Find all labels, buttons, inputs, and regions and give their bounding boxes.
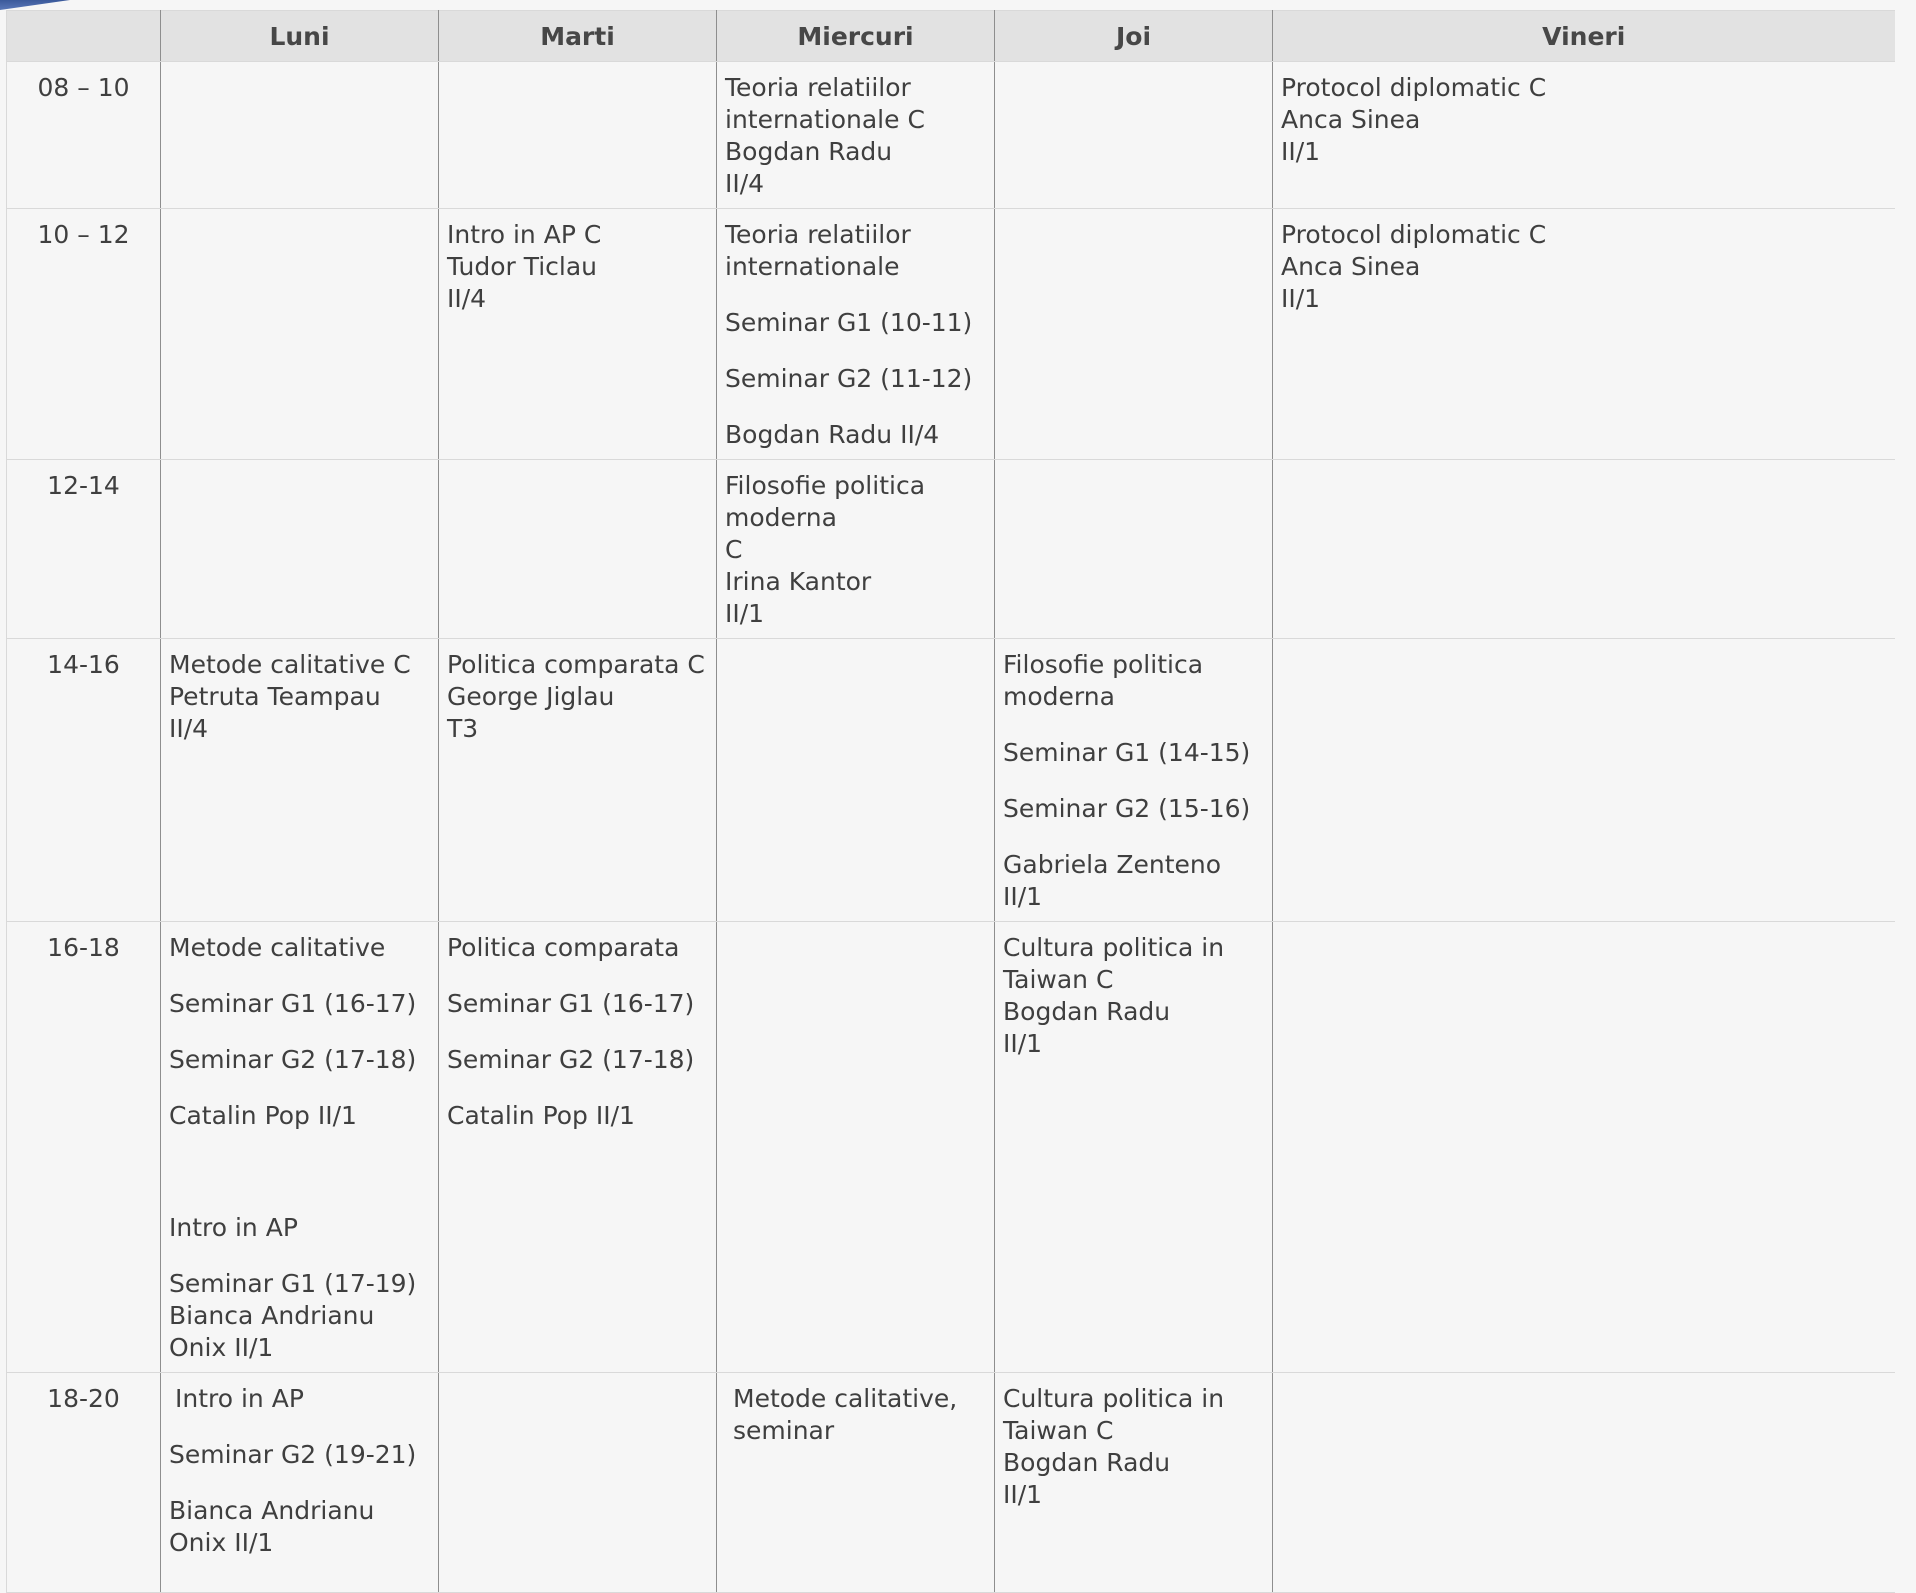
day-header-luni: Luni [161,11,439,62]
table-row [7,209,1895,460]
cell-marti [439,460,717,639]
cell-line: Seminar G1 (16-17) [447,989,695,1018]
cell-line: Politica comparata [447,933,680,962]
cell-vineri [1273,209,1895,460]
cell-line: II/1 [1003,1029,1043,1058]
corner-header [7,11,161,62]
cell-line: internationale [725,252,900,281]
time-slot: 18-20 [7,1373,161,1593]
cell-line: Bogdan Radu II/4 [725,420,940,449]
cell-marti [439,1373,717,1593]
cell-line: Anca Sinea [1281,105,1421,134]
line-gap [169,1471,430,1495]
day-header-marti: Marti [439,11,717,62]
cell-line: Gabriela Zenteno II/1 [1003,850,1230,911]
top-accent-decoration [0,0,70,10]
cell-vineri [1273,62,1895,209]
cell-line: internationale C [725,105,925,134]
header-row [7,11,1895,62]
cell-line: Intro in AP [175,1384,304,1413]
cell-luni [161,639,439,922]
cell-joi [995,639,1273,922]
cell-line: Anca Sinea [1281,252,1421,281]
cell-line: II/4 [725,169,765,198]
table-row [7,460,1895,639]
cell-marti [439,62,717,209]
cell-line: Protocol diplomatic C [1281,220,1547,249]
cell-vineri [1273,922,1895,1373]
cell-luni [161,62,439,209]
time-slot: 14-16 [7,639,161,922]
cell-miercuri [717,639,995,922]
cell-line: Petruta Teampau [169,682,381,711]
cell-joi [995,209,1273,460]
cell-line: Catalin Pop II/1 [169,1101,357,1130]
day-header-vineri: Vineri [1273,11,1895,62]
cell-miercuri [717,460,995,639]
line-gap [725,283,986,307]
cell-line: II/1 [1003,1480,1043,1509]
cell-line: II/4 [447,284,487,313]
cell-luni [161,922,439,1373]
table-row [7,1373,1895,1593]
cell-line: Seminar G2 (17-18) [447,1045,695,1074]
cell-line: T3 [447,714,479,743]
cell-line: II/1 [1281,137,1321,166]
line-gap [447,1020,708,1044]
table-row [7,62,1895,209]
cell-line: C [725,535,743,564]
time-slot: 10 – 12 [7,209,161,460]
cell-vineri [1273,639,1895,922]
cell-line: Teoria relatiilor [725,73,911,102]
cell-vineri [1273,460,1895,639]
cell-line: Metode calitative C [169,650,411,679]
cell-line: Filosofie politica moderna [1003,650,1211,711]
cell-line: Metode calitative [169,933,386,962]
time-slot: 16-18 [7,922,161,1373]
day-header-miercuri: Miercuri [717,11,995,62]
cell-joi [995,62,1273,209]
time-slot: 08 – 10 [7,62,161,209]
cell-joi [995,1373,1273,1593]
cell-line: II/1 [1281,284,1321,313]
cell-line: Bogdan Radu [725,137,893,166]
cell-line: Politica comparata C [447,650,705,679]
table-row [7,922,1895,1373]
cell-joi [995,460,1273,639]
cell-line: Seminar G2 (19-21) [169,1440,417,1469]
cell-line: Cultura politica in Taiwan C [1003,933,1232,994]
cell-line: Protocol diplomatic C [1281,73,1547,102]
cell-luni [161,1373,439,1593]
timetable [6,10,1895,1593]
cell-miercuri [717,922,995,1373]
cell-line: Seminar G2 (15-16) [1003,794,1251,823]
cell-line: II/4 [169,714,209,743]
line-gap [1003,769,1264,793]
cell-marti [439,922,717,1373]
day-header-joi: Joi [995,11,1273,62]
line-gap [169,1076,430,1100]
line-gap [1003,713,1264,737]
cell-marti [439,209,717,460]
line-gap [725,339,986,363]
cell-line: Cultura politica in Taiwan C [1003,1384,1232,1445]
cell-line: Bogdan Radu [1003,1448,1171,1477]
cell-line: II/1 [725,599,765,628]
line-gap [1003,825,1264,849]
cell-line: Seminar G1 (10-11) [725,308,973,337]
line-gap [169,1244,430,1268]
cell-line: Teoria relatiilor [725,220,911,249]
cell-line: Seminar G1 (14-15) [1003,738,1251,767]
line-gap [447,1076,708,1100]
cell-line: Intro in AP [169,1213,298,1242]
cell-line: Seminar G1 (17-19) [169,1269,417,1298]
cell-line: Intro in AP C [447,220,602,249]
cell-line: Filosofie politica moderna [725,471,933,532]
line-gap [169,964,430,988]
cell-line: Seminar G2 (11-12) [725,364,973,393]
cell-luni [161,460,439,639]
line-gap [169,1020,430,1044]
line-gap [725,395,986,419]
time-slot: 12-14 [7,460,161,639]
line-gap [169,1132,430,1212]
cell-vineri [1273,1373,1895,1593]
cell-line: Tudor Ticlau [447,252,598,281]
cell-line: George Jiglau [447,682,615,711]
cell-line: Bogdan Radu [1003,997,1171,1026]
cell-miercuri [717,62,995,209]
cell-line: Irina Kantor [725,567,872,596]
cell-line: Metode calitative, seminar [733,1384,966,1445]
cell-line: Bianca Andrianu Onix II/1 [169,1496,383,1557]
line-gap [169,1415,430,1439]
cell-line: Seminar G1 (16-17) [169,989,417,1018]
cell-miercuri [717,209,995,460]
cell-line: Catalin Pop II/1 [447,1101,635,1130]
cell-line: Seminar G2 (17-18) [169,1045,417,1074]
cell-marti [439,639,717,922]
table-row [7,639,1895,922]
cell-joi [995,922,1273,1373]
line-gap [447,964,708,988]
cell-miercuri [717,1373,995,1593]
cell-line: Bianca Andrianu Onix II/1 [169,1301,383,1362]
cell-luni [161,209,439,460]
